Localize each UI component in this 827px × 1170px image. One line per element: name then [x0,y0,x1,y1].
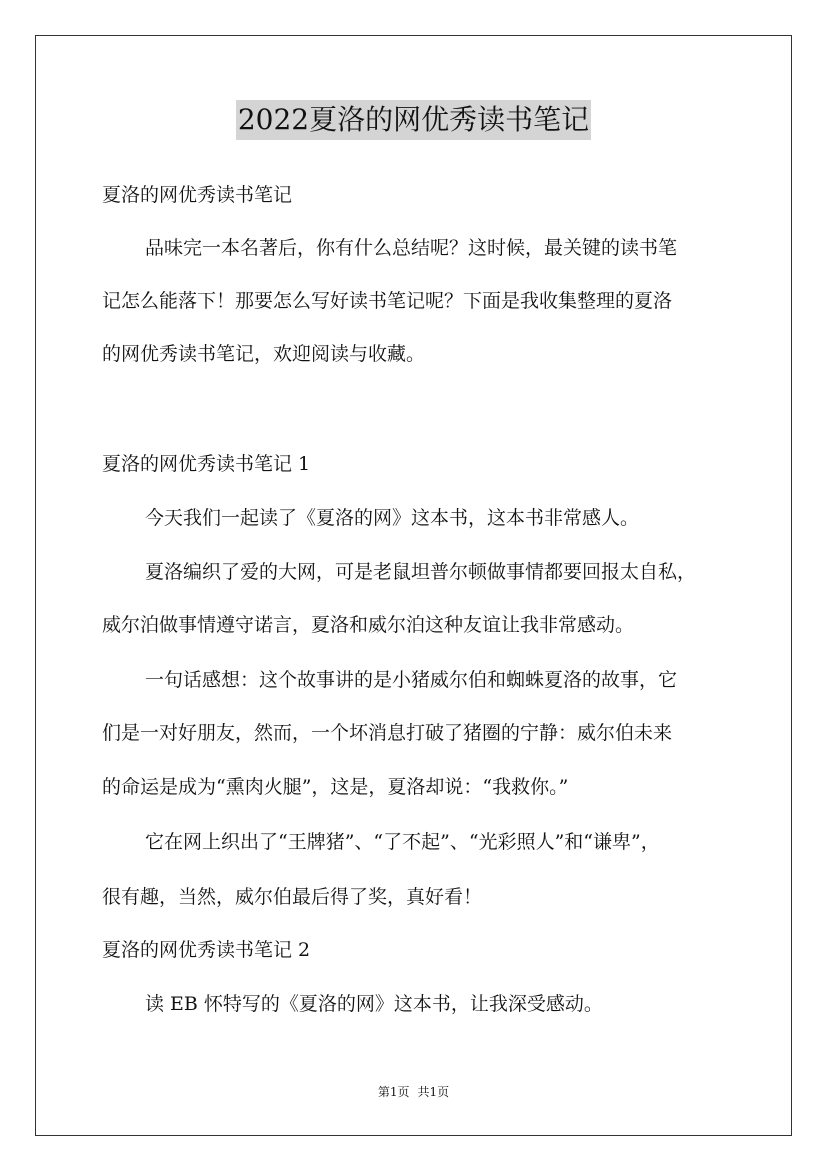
paragraph-line: 一句话感想：这个故事讲的是小猪威尔伯和蜘蛛夏洛的故事，它 [145,669,678,691]
section-heading-2: 夏洛的网优秀读书笔记 2 [102,939,311,961]
paragraph-line: 今天我们一起读了《夏洛的网》这本书，这本书非常感人。 [145,507,640,529]
document-title: 2022夏洛的网优秀读书笔记 [236,100,591,140]
page-total: 共1页 [417,1085,450,1099]
paragraph-line: 威尔泊做事情遵守诺言，夏洛和威尔泊这种友谊让我非常感动。 [102,614,635,636]
paragraph-line: 记怎么能落下！那要怎么写好读书笔记呢？下面是我收集整理的夏洛 [102,290,673,312]
page-footer [0,1084,827,1100]
paragraph-line: 它在网上织出了“王牌猪”、“了不起”、“光彩照人”和“谦卑”， [145,831,660,853]
page-number: 第1页 [377,1085,410,1099]
paragraph-line: 夏洛编织了爱的大网，可是老鼠坦普尔顿做事情都要回报太自私， [145,561,697,583]
paragraph-line: 的网优秀读书笔记，欢迎阅读与收藏。 [102,343,426,365]
paragraph-line: 品味完一本名著后，你有什么总结呢？这时候，最关键的读书笔 [145,237,678,259]
paragraph-line: 读 EB 怀特写的《夏洛的网》这本书，让我深受感动。 [145,993,603,1015]
section-heading-1: 夏洛的网优秀读书笔记 1 [102,453,311,475]
intro-heading: 夏洛的网优秀读书笔记 [102,184,293,206]
paragraph-line: 很有趣，当然，威尔伯最后得了奖，真好看！ [102,886,483,908]
paragraph-line: 的命运是成为“熏肉火腿”，这是，夏洛却说：“我救你。” [102,776,569,798]
title-container [0,100,827,140]
paragraph-line: 们是一对好朋友，然而，一个坏消息打破了猪圈的宁静：威尔伯未来 [102,722,673,744]
